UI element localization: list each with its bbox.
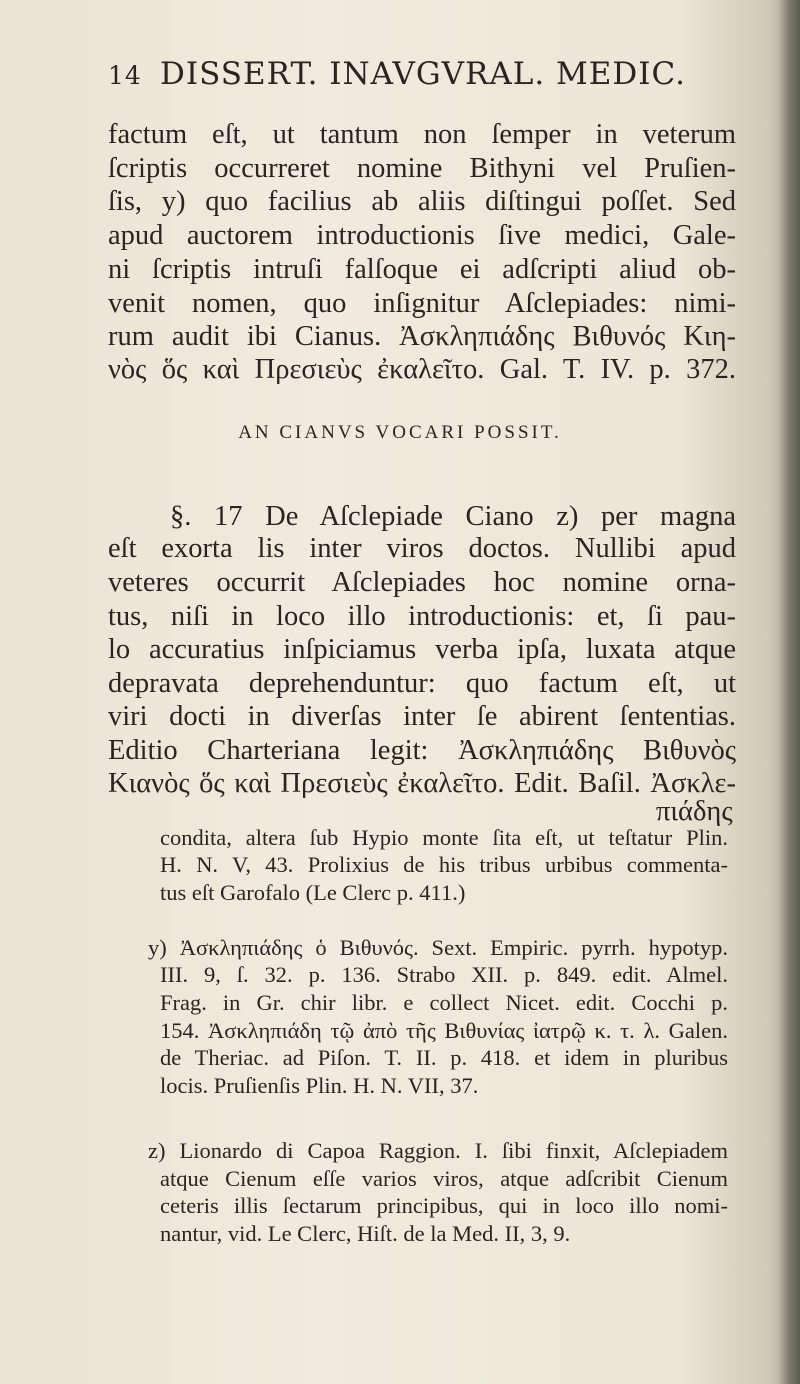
text-line: apud auctorem introductionis ſive medici, Gale- — [108, 220, 736, 251]
text-line: tus, niſi in loco illo introductionis: et, ſi pau- — [108, 601, 736, 632]
footnote-z-line: atque Cienum eſſe varios viros, atque adſcribit Cienum — [160, 1166, 728, 1191]
running-header — [108, 56, 708, 92]
footnote-y-line: de Theriac. ad Piſon. T. II. p. 418. et idem in pluribus — [160, 1045, 728, 1070]
footnote-y-line: y) Ἀσκληπιάδης ὁ Βιθυνός. Sext. Empiric. pyrrh. hypotyp. — [148, 935, 728, 960]
text-line: rum audit ibi Cianus. Ἀσκληπιάδης Βιθυνός Κιη- — [108, 321, 736, 352]
text-line: Editio Charteriana legit: Ἀσκληπιάδης Βιθυνὸς — [108, 735, 736, 766]
footnote-z-line: nantur, vid. Le Clerc, Hiſt. de la Med. II, 3, 9. — [160, 1221, 571, 1246]
catchword: πιάδης — [656, 796, 733, 827]
footnote-y-line: locis. Pruſienſis Plin. H. N. VII, 37. — [160, 1073, 479, 1098]
text-line: ſis, y) quo facilius ab aliis diſtingui poſſet. Sed — [108, 186, 736, 217]
text-line: viri docti in diverſas inter ſe abirent ſententias. — [108, 701, 736, 732]
book-spine-edge — [778, 0, 800, 1384]
text-line: venit nomen, quo inſignitur Aſclepiades: nimi- — [108, 288, 736, 319]
text-line: νὸς ὅς καὶ Πρεσιεὺς ἐκαλεῖτο. Gal. T. IV. p. 372. — [108, 354, 736, 385]
page-number: 14 — [108, 61, 142, 90]
footnote-y-line: Frag. in Gr. chir libr. e collect Nicet. edit. Cocchi p. — [160, 990, 728, 1015]
text-line: §. 17 De Aſclepiade Ciano z) per magna — [170, 501, 736, 532]
text-line: veteres occurrit Aſclepiades hoc nomine orna- — [108, 567, 736, 598]
text-line: lo accuratius inſpiciamus verba ipſa, luxata atque — [108, 634, 736, 665]
footnote-y-line: 154. Ἀσκληπιάδη τῷ ἀπὸ τῆς Βιθυνίας ἰατρῷ κ. τ. λ. Galen. — [160, 1018, 728, 1043]
section-heading: AN CIANVS VOCARI POSSIT. — [238, 422, 562, 443]
footnote-z-line: z) Lionardo di Capoa Raggion. I. ſibi finxit, Aſclepiadem — [148, 1138, 728, 1163]
footnote-z-line: ceteris illis ſectarum principibus, qui in loco illo nomi- — [160, 1193, 728, 1218]
footnote-line: tus eſt Garofalo (Le Clerc p. 411.) — [160, 880, 466, 905]
text-line: eſt exorta lis inter viros doctos. Nullibi apud — [108, 533, 736, 564]
text-line: depravata deprehenduntur: quo factum eſt, ut — [108, 668, 736, 699]
footnote-line: H. N. V, 43. Prolixius de his tribus urbibus commenta- — [160, 852, 728, 877]
footnote-y-line: III. 9, ſ. 32. p. 136. Strabo XII. p. 849. edit. Almel. — [160, 962, 728, 987]
text-line: ſcriptis occurreret nomine Bithyni vel Pruſien- — [108, 153, 736, 184]
text-line: factum eſt, ut tantum non ſemper in veterum — [108, 119, 736, 150]
text-line: ni ſcriptis intruſi falſoque ei adſcripti aliud ob- — [108, 254, 736, 285]
text-line: Κιανὸς ὅς καὶ Πρεσιεὺς ἐκαλεῖτο. Edit. Baſil. Ἀσκλε- — [108, 768, 736, 799]
header-title: DISSERT. INAVGVRAL. MEDIC. — [160, 56, 686, 92]
footnote-line: condita, altera ſub Hypio monte ſita eſt, ut teſtatur Plin. — [160, 825, 728, 850]
